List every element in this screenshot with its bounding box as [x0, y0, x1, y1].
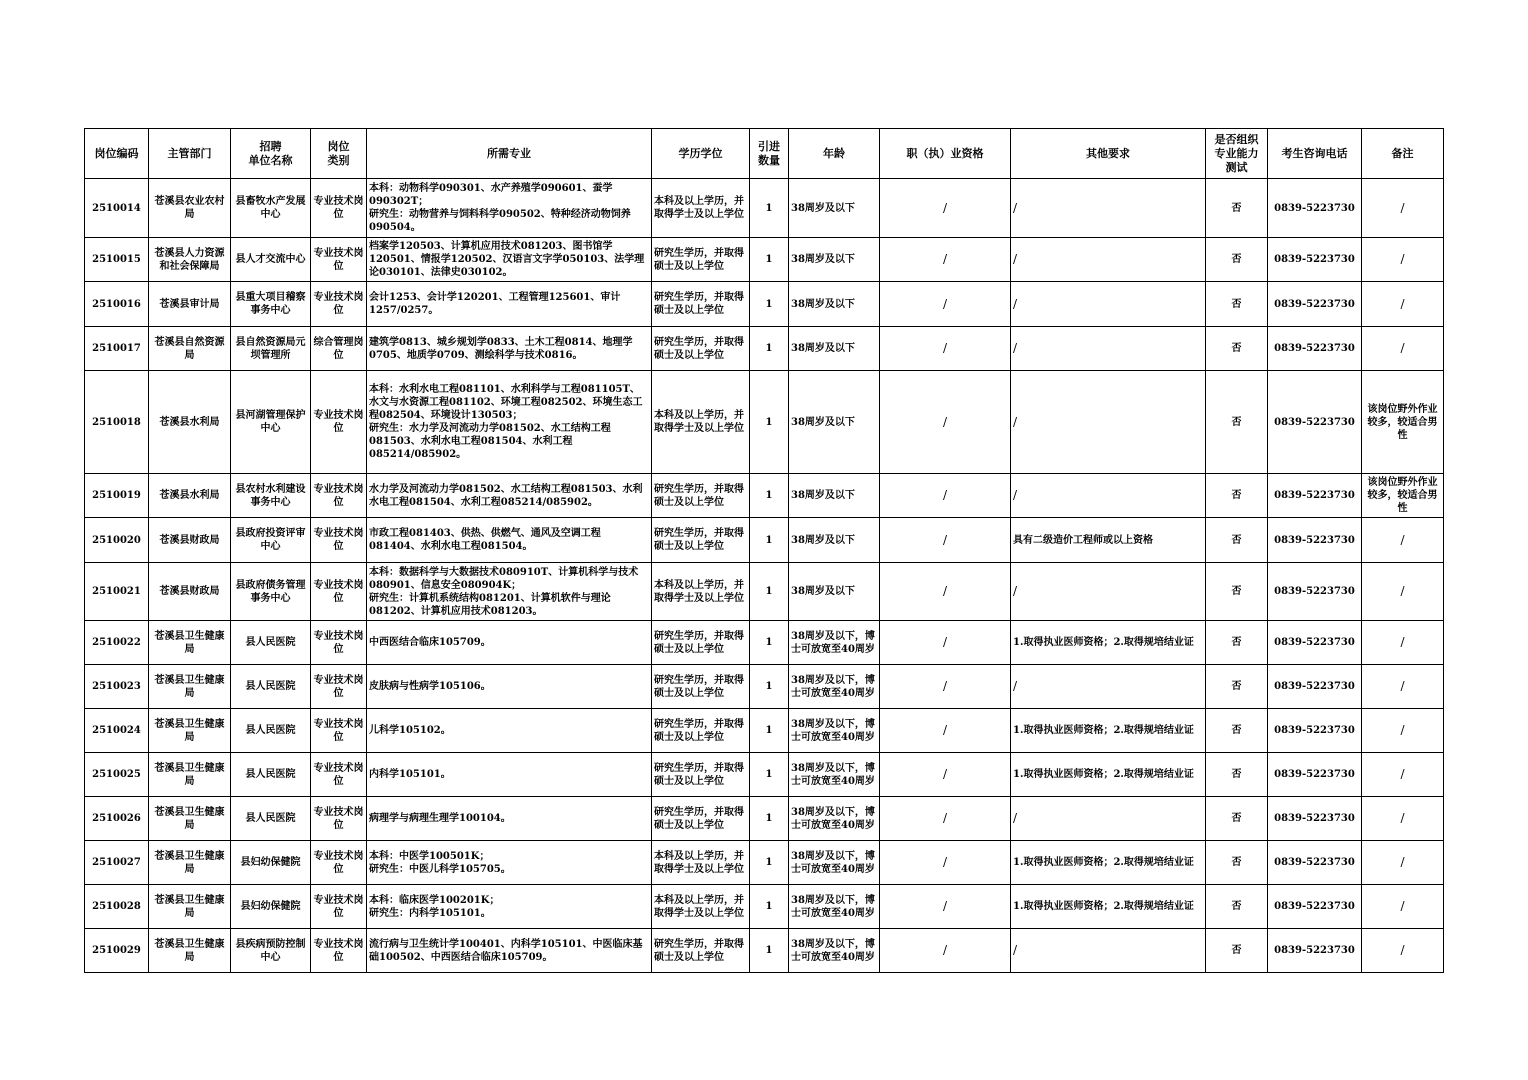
row-edu: 本科及以上学历，并取得学士及以上学位 [652, 179, 750, 238]
row-num: 1 [750, 282, 789, 327]
row-unit: 县人民医院 [231, 621, 311, 665]
row-phone: 0839-5223730 [1268, 327, 1362, 371]
row-phone: 0839-5223730 [1268, 282, 1362, 327]
row-note: / [1362, 797, 1444, 841]
row-note: 该岗位野外作业较多，较适合男性 [1362, 474, 1444, 518]
row-major: 儿科学105102。 [367, 709, 652, 753]
row-dept: 苍溪县财政局 [149, 563, 231, 621]
row-major: 皮肤病与性病学105106。 [367, 665, 652, 709]
row-num: 1 [750, 518, 789, 563]
row-num: 1 [750, 563, 789, 621]
row-code: 2510028 [85, 885, 149, 929]
row-unit: 县人民医院 [231, 797, 311, 841]
row-test: 否 [1206, 929, 1268, 973]
row-qual: / [880, 929, 1011, 973]
table-row [85, 474, 1444, 518]
header-other: 其他要求 [1011, 129, 1206, 179]
row-dept: 苍溪县农业农村局 [149, 179, 231, 238]
row-unit: 县人民医院 [231, 753, 311, 797]
row-major: 市政工程081403、供热、供燃气、通风及空调工程081404、水利水电工程081504。 [367, 518, 652, 563]
row-age: 38周岁及以下 [789, 282, 880, 327]
row-note: / [1362, 282, 1444, 327]
row-test: 否 [1206, 371, 1268, 474]
row-phone: 0839-5223730 [1268, 929, 1362, 973]
table-header-row [85, 129, 1444, 179]
row-edu: 研究生学历，并取得硕士及以上学位 [652, 665, 750, 709]
row-phone: 0839-5223730 [1268, 753, 1362, 797]
row-other: / [1011, 797, 1206, 841]
row-type: 专业技术岗位 [311, 474, 367, 518]
row-note: / [1362, 327, 1444, 371]
row-test: 否 [1206, 797, 1268, 841]
row-age: 38周岁及以下 [789, 238, 880, 282]
row-major: 本科：数据科学与大数据技术080910T、计算机科学与技术080901、信息安全080904K； 研究生：计算机系统结构081201、计算机软件与理论081202、计算机应用技术081203。 [367, 563, 652, 621]
row-other: 1.取得执业医师资格；2.取得规培结业证 [1011, 885, 1206, 929]
row-test: 否 [1206, 474, 1268, 518]
row-qual: / [880, 238, 1011, 282]
row-dept: 苍溪县财政局 [149, 518, 231, 563]
row-dept: 苍溪县审计局 [149, 282, 231, 327]
row-dept: 苍溪县自然资源局 [149, 327, 231, 371]
row-code: 2510025 [85, 753, 149, 797]
row-age: 38周岁及以下，博士可放宽至40周岁 [789, 929, 880, 973]
row-code: 2510027 [85, 841, 149, 885]
row-dept: 苍溪县卫生健康局 [149, 753, 231, 797]
row-code: 2510019 [85, 474, 149, 518]
row-qual: / [880, 885, 1011, 929]
row-age: 38周岁及以下 [789, 371, 880, 474]
row-qual: / [880, 371, 1011, 474]
row-num: 1 [750, 841, 789, 885]
row-other: / [1011, 665, 1206, 709]
row-edu: 研究生学历，并取得硕士及以上学位 [652, 518, 750, 563]
row-code: 2510014 [85, 179, 149, 238]
row-note: 该岗位野外作业较多，较适合男性 [1362, 371, 1444, 474]
row-phone: 0839-5223730 [1268, 709, 1362, 753]
row-test: 否 [1206, 885, 1268, 929]
row-age: 38周岁及以下，博士可放宽至40周岁 [789, 885, 880, 929]
row-type: 专业技术岗位 [311, 753, 367, 797]
row-note: / [1362, 753, 1444, 797]
row-phone: 0839-5223730 [1268, 841, 1362, 885]
header-code: 岗位编码 [85, 129, 149, 179]
row-other: / [1011, 474, 1206, 518]
row-num: 1 [750, 665, 789, 709]
row-dept: 苍溪县水利局 [149, 474, 231, 518]
row-unit: 县妇幼保健院 [231, 885, 311, 929]
row-type: 专业技术岗位 [311, 179, 367, 238]
row-num: 1 [750, 885, 789, 929]
row-major: 本科：动物科学090301、水产养殖学090601、蚕学090302T； 研究生：动物营养与饲料科学090502、特种经济动物饲养090504。 [367, 179, 652, 238]
row-major: 水力学及河流动力学081502、水工结构工程081503、水利水电工程081504、水利工程085214/085902。 [367, 474, 652, 518]
row-dept: 苍溪县卫生健康局 [149, 929, 231, 973]
row-edu: 本科及以上学历，并取得学士及以上学位 [652, 563, 750, 621]
row-num: 1 [750, 179, 789, 238]
row-num: 1 [750, 621, 789, 665]
row-age: 38周岁及以下 [789, 327, 880, 371]
row-note: / [1362, 179, 1444, 238]
row-age: 38周岁及以下，博士可放宽至40周岁 [789, 753, 880, 797]
row-unit: 县农村水利建设事务中心 [231, 474, 311, 518]
row-test: 否 [1206, 238, 1268, 282]
row-edu: 研究生学历，并取得硕士及以上学位 [652, 474, 750, 518]
row-major: 建筑学0813、城乡规划学0833、土木工程0814、地理学0705、地质学0709、测绘科学与技术0816。 [367, 327, 652, 371]
table-row [85, 282, 1444, 327]
row-phone: 0839-5223730 [1268, 563, 1362, 621]
row-code: 2510029 [85, 929, 149, 973]
row-note: / [1362, 665, 1444, 709]
row-test: 否 [1206, 563, 1268, 621]
row-age: 38周岁及以下 [789, 474, 880, 518]
row-edu: 本科及以上学历，并取得学士及以上学位 [652, 371, 750, 474]
row-code: 2510020 [85, 518, 149, 563]
row-phone: 0839-5223730 [1268, 474, 1362, 518]
row-dept: 苍溪县卫生健康局 [149, 885, 231, 929]
row-note: / [1362, 238, 1444, 282]
row-other: 1.取得执业医师资格；2.取得规培结业证 [1011, 753, 1206, 797]
row-unit: 县重大项目稽察事务中心 [231, 282, 311, 327]
row-test: 否 [1206, 753, 1268, 797]
row-note: / [1362, 885, 1444, 929]
table-row [85, 665, 1444, 709]
row-age: 38周岁及以下 [789, 179, 880, 238]
row-qual: / [880, 474, 1011, 518]
row-type: 专业技术岗位 [311, 563, 367, 621]
row-age: 38周岁及以下，博士可放宽至40周岁 [789, 709, 880, 753]
table-row [85, 753, 1444, 797]
table-row [85, 563, 1444, 621]
header-major: 所需专业 [367, 129, 652, 179]
row-other: / [1011, 563, 1206, 621]
row-dept: 苍溪县水利局 [149, 371, 231, 474]
row-phone: 0839-5223730 [1268, 371, 1362, 474]
row-unit: 县人民医院 [231, 709, 311, 753]
row-unit: 县人才交流中心 [231, 238, 311, 282]
row-note: / [1362, 929, 1444, 973]
row-age: 38周岁及以下 [789, 563, 880, 621]
row-note: / [1362, 518, 1444, 563]
row-dept: 苍溪县人力资源和社会保障局 [149, 238, 231, 282]
row-phone: 0839-5223730 [1268, 179, 1362, 238]
row-major: 档案学120503、计算机应用技术081203、图书馆学120501、情报学120502、汉语言文字学050103、法学理论030101、法律史030102。 [367, 238, 652, 282]
row-dept: 苍溪县卫生健康局 [149, 841, 231, 885]
row-type: 专业技术岗位 [311, 518, 367, 563]
row-code: 2510024 [85, 709, 149, 753]
row-major: 流行病与卫生统计学100401、内科学105101、中医临床基础100502、中西医结合临床105709。 [367, 929, 652, 973]
row-qual: / [880, 518, 1011, 563]
row-edu: 研究生学历，并取得硕士及以上学位 [652, 621, 750, 665]
row-type: 综合管理岗位 [311, 327, 367, 371]
row-edu: 研究生学历，并取得硕士及以上学位 [652, 327, 750, 371]
row-unit: 县人民医院 [231, 665, 311, 709]
header-age: 年龄 [789, 129, 880, 179]
header-qual: 职（执）业资格 [880, 129, 1011, 179]
row-qual: / [880, 797, 1011, 841]
row-type: 专业技术岗位 [311, 885, 367, 929]
row-qual: / [880, 841, 1011, 885]
header-num: 引进 数量 [750, 129, 789, 179]
row-num: 1 [750, 371, 789, 474]
row-dept: 苍溪县卫生健康局 [149, 665, 231, 709]
row-num: 1 [750, 753, 789, 797]
row-phone: 0839-5223730 [1268, 665, 1362, 709]
table-row [85, 327, 1444, 371]
table-row [85, 709, 1444, 753]
row-type: 专业技术岗位 [311, 238, 367, 282]
table-row [85, 238, 1444, 282]
row-test: 否 [1206, 841, 1268, 885]
row-other: 1.取得执业医师资格；2.取得规培结业证 [1011, 709, 1206, 753]
row-major: 本科：中医学100501K； 研究生：中医儿科学105705。 [367, 841, 652, 885]
row-dept: 苍溪县卫生健康局 [149, 709, 231, 753]
row-unit: 县自然资源局元坝管理所 [231, 327, 311, 371]
row-other: / [1011, 282, 1206, 327]
row-age: 38周岁及以下，博士可放宽至40周岁 [789, 841, 880, 885]
row-unit: 县妇幼保健院 [231, 841, 311, 885]
row-edu: 研究生学历，并取得硕士及以上学位 [652, 929, 750, 973]
row-major: 病理学与病理生理学100104。 [367, 797, 652, 841]
row-other: / [1011, 179, 1206, 238]
row-num: 1 [750, 929, 789, 973]
header-dept: 主管部门 [149, 129, 231, 179]
row-code: 2510022 [85, 621, 149, 665]
row-age: 38周岁及以下，博士可放宽至40周岁 [789, 621, 880, 665]
header-edu: 学历学位 [652, 129, 750, 179]
header-phone: 考生咨询电话 [1268, 129, 1362, 179]
row-unit: 县河湖管理保护中心 [231, 371, 311, 474]
row-note: / [1362, 709, 1444, 753]
row-type: 专业技术岗位 [311, 797, 367, 841]
row-other: 具有二级造价工程师或以上资格 [1011, 518, 1206, 563]
row-type: 专业技术岗位 [311, 621, 367, 665]
row-qual: / [880, 563, 1011, 621]
row-edu: 研究生学历，并取得硕士及以上学位 [652, 797, 750, 841]
row-phone: 0839-5223730 [1268, 797, 1362, 841]
row-qual: / [880, 327, 1011, 371]
row-note: / [1362, 841, 1444, 885]
row-type: 专业技术岗位 [311, 665, 367, 709]
row-code: 2510026 [85, 797, 149, 841]
row-num: 1 [750, 709, 789, 753]
header-note: 备注 [1362, 129, 1444, 179]
row-test: 否 [1206, 665, 1268, 709]
row-edu: 本科及以上学历，并取得学士及以上学位 [652, 841, 750, 885]
row-unit: 县疾病预防控制中心 [231, 929, 311, 973]
row-other: 1.取得执业医师资格；2.取得规培结业证 [1011, 841, 1206, 885]
row-code: 2510015 [85, 238, 149, 282]
header-unit: 招聘 单位名称 [231, 129, 311, 179]
row-other: / [1011, 929, 1206, 973]
row-note: / [1362, 563, 1444, 621]
row-other: 1.取得执业医师资格；2.取得规培结业证 [1011, 621, 1206, 665]
table-row [85, 841, 1444, 885]
row-test: 否 [1206, 621, 1268, 665]
row-qual: / [880, 621, 1011, 665]
row-code: 2510021 [85, 563, 149, 621]
row-num: 1 [750, 474, 789, 518]
row-qual: / [880, 282, 1011, 327]
row-code: 2510017 [85, 327, 149, 371]
recruitment-table [84, 128, 1444, 973]
row-dept: 苍溪县卫生健康局 [149, 621, 231, 665]
table-row [85, 797, 1444, 841]
row-test: 否 [1206, 327, 1268, 371]
row-unit: 县政府投资评审中心 [231, 518, 311, 563]
row-note: / [1362, 621, 1444, 665]
row-type: 专业技术岗位 [311, 371, 367, 474]
header-test: 是否组织 专业能力 测试 [1206, 129, 1268, 179]
row-code: 2510016 [85, 282, 149, 327]
row-phone: 0839-5223730 [1268, 238, 1362, 282]
row-edu: 研究生学历，并取得硕士及以上学位 [652, 709, 750, 753]
row-num: 1 [750, 327, 789, 371]
row-other: / [1011, 327, 1206, 371]
table-row [85, 929, 1444, 973]
row-test: 否 [1206, 179, 1268, 238]
row-major: 本科：临床医学100201K； 研究生：内科学105101。 [367, 885, 652, 929]
row-type: 专业技术岗位 [311, 709, 367, 753]
row-qual: / [880, 753, 1011, 797]
row-age: 38周岁及以下，博士可放宽至40周岁 [789, 665, 880, 709]
header-type: 岗位 类别 [311, 129, 367, 179]
row-phone: 0839-5223730 [1268, 518, 1362, 563]
row-edu: 本科及以上学历，并取得学士及以上学位 [652, 885, 750, 929]
row-num: 1 [750, 238, 789, 282]
row-age: 38周岁及以下 [789, 518, 880, 563]
row-unit: 县政府债务管理事务中心 [231, 563, 311, 621]
row-qual: / [880, 179, 1011, 238]
row-num: 1 [750, 797, 789, 841]
row-test: 否 [1206, 518, 1268, 563]
row-major: 内科学105101。 [367, 753, 652, 797]
row-type: 专业技术岗位 [311, 929, 367, 973]
row-major: 中西医结合临床105709。 [367, 621, 652, 665]
row-other: / [1011, 371, 1206, 474]
row-test: 否 [1206, 282, 1268, 327]
row-major: 本科：水利水电工程081101、水利科学与工程081105T、水文与水资源工程081102、环境工程082502、环境生态工程082504、环境设计130503； 研究生：水力学及河流动力学081502、水工结构工程081503、水利水电工程081504、水利工程085214/085902。 [367, 371, 652, 474]
row-qual: / [880, 709, 1011, 753]
row-qual: / [880, 665, 1011, 709]
row-unit: 县畜牧水产发展中心 [231, 179, 311, 238]
row-code: 2510018 [85, 371, 149, 474]
row-phone: 0839-5223730 [1268, 885, 1362, 929]
row-phone: 0839-5223730 [1268, 621, 1362, 665]
table-row [85, 621, 1444, 665]
table-row [85, 885, 1444, 929]
row-age: 38周岁及以下，博士可放宽至40周岁 [789, 797, 880, 841]
row-type: 专业技术岗位 [311, 841, 367, 885]
row-code: 2510023 [85, 665, 149, 709]
row-major: 会计1253、会计学120201、工程管理125601、审计1257/0257。 [367, 282, 652, 327]
row-other: / [1011, 238, 1206, 282]
row-type: 专业技术岗位 [311, 282, 367, 327]
row-edu: 研究生学历，并取得硕士及以上学位 [652, 238, 750, 282]
table-row [85, 518, 1444, 563]
row-edu: 研究生学历，并取得硕士及以上学位 [652, 282, 750, 327]
row-dept: 苍溪县卫生健康局 [149, 797, 231, 841]
table-row [85, 371, 1444, 474]
row-test: 否 [1206, 709, 1268, 753]
row-edu: 研究生学历，并取得硕士及以上学位 [652, 753, 750, 797]
table-row [85, 179, 1444, 238]
